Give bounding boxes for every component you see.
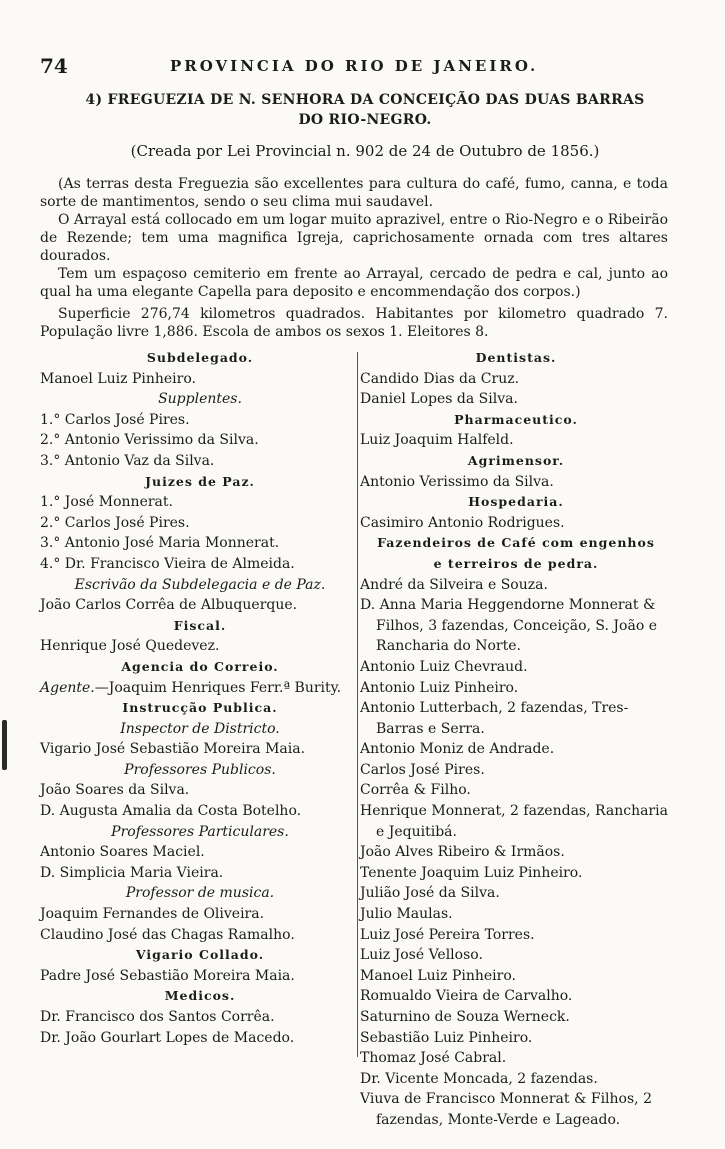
list-item: Dr. Francisco dos Santos Corrêa. (40, 1009, 275, 1025)
inspector-heading: Inspector de Districto. (120, 720, 280, 737)
vigario-heading: Vigario Collado. (135, 947, 265, 963)
list-item: D. Anna Maria Heggendorne Monnerat & Filhos, 3 fazendas, Conceição, S. João e Rancharia do Norte. (360, 597, 657, 655)
list-item: Manoel Luiz Pinheiro. (360, 967, 516, 984)
list-item: D. Simplicia Maria Vieira. (40, 864, 224, 881)
list-item: Sebastião Luiz Pinheiro. (360, 1029, 533, 1046)
list-item: Saturnino de Souza Werneck. (360, 1009, 570, 1025)
list-item: D. Augusta Amalia da Costa Botelho. (40, 803, 302, 820)
description (40, 175, 668, 301)
list-item: Julio Maulas. (360, 906, 453, 923)
list-item: Daniel Lopes da Silva. (360, 391, 518, 408)
list-item: 2.° Antonio Verissimo da Silva. (40, 432, 259, 449)
list-item: 3.° Antonio José Maria Monnerat. (40, 535, 280, 552)
statistics-paragraph: Superficie 276,74 kilometros quadrados. Habitantes por kilometro quadrado 7. População livre 1,886. Escola de ambos os sexos 1. Eleitores 8. (40, 306, 668, 340)
dentistas-heading: Dentistas. (475, 350, 557, 365)
vigario-name: Padre José Sebastião Moreira Maia. (40, 967, 295, 984)
list-item: João Soares da Silva. (40, 782, 190, 799)
right-column (360, 348, 672, 1131)
list-item: Claudino José das Chagas Ramalho. (40, 926, 295, 943)
fazendeiros-heading-2: e terreiros de pedra. (433, 555, 599, 571)
list-item: Corrêa & Filho. (360, 782, 471, 799)
list-item: Romualdo Vieira de Carvalho. (360, 988, 573, 1005)
list-item: Viuva de Francisco Monnerat & Filhos, 2 fazendas, Monte-Verde e Lageado. (360, 1091, 652, 1128)
juizes-heading: Juizes de Paz. (145, 473, 255, 489)
description-paragraph: Tem um espaçoso cemiterio em frente ao Arrayal, cercado de pedra e cal, junto ao qual ha uma elegante Capella para deposito e encommendação dos corpos.) (40, 266, 668, 300)
margin-ink-mark (2, 720, 7, 770)
correio-agent (40, 678, 360, 699)
list-item: 4.° Dr. Francisco Vieira de Almeida. (40, 555, 295, 572)
list-item: João Alves Ribeiro & Irmãos. (360, 844, 565, 861)
list-item: Tenente Joaquim Luiz Pinheiro. (360, 864, 583, 881)
description-paragraph: (As terras desta Freguezia são excellentes para cultura do café, fumo, canna, e toda sorte de mantimentos, sendo o seu clima mui saudavel. (40, 176, 668, 210)
statistics (40, 305, 668, 341)
list-item: Henrique Monnerat, 2 fazendas, Rancharia e Jequitibá. (360, 803, 668, 840)
correio-heading: Agencia do Correio. (121, 658, 279, 674)
list-item: Luiz José Velloso. (360, 947, 483, 964)
list-item: André da Silveira e Souza. (360, 576, 548, 593)
escrivao-heading: Escrivão da Subdelegacia e de Paz. (74, 576, 326, 593)
subdelegado-heading: Subdelegado. (146, 350, 254, 365)
hospedaria-name: Casimiro Antonio Rodrigues. (360, 514, 565, 531)
prof-particulares-heading: Professores Particulares. (111, 823, 289, 840)
fiscal-heading: Fiscal. (173, 617, 227, 633)
list-item: Antonio Moniz de Andrade. (360, 741, 555, 758)
list-item: Candido Dias da Cruz. (360, 370, 520, 387)
pharmaceutico-heading: Pharmaceutico. (454, 411, 578, 427)
description-paragraph: O Arrayal está collocado em um logar muito aprazivel, entre o Rio-Negro e o Ribeirão de Rezende; tem uma magnifica Igreja, caprichosamente ornada com tres altares dourados. (40, 212, 668, 264)
list-item: Antonio Luiz Chevraud. (360, 658, 528, 675)
list-item: 1.° José Monnerat. (40, 494, 173, 511)
agrimensor-name: Antonio Verissimo da Silva. (360, 473, 554, 490)
list-item: Dr. João Gourlart Lopes de Macedo. (40, 1029, 295, 1046)
medicos-heading: Medicos. (164, 988, 236, 1004)
escrivao-name: João Carlos Corrêa de Albuquerque. (40, 597, 298, 614)
prof-publicos-heading: Professores Publicos. (124, 761, 276, 778)
list-item: Thomaz José Cabral. (360, 1050, 507, 1067)
page-number: 74 (40, 54, 68, 78)
fazendeiros-heading-1: Fazendeiros de Café com engenhos (377, 535, 655, 551)
list-item: Carlos José Pires. (360, 761, 485, 778)
list-item: Julião José da Silva. (360, 885, 500, 902)
correio-agent-name: —Joaquim Henriques Ferr.ª Burity. (94, 679, 342, 696)
list-item: Antonio Soares Maciel. (40, 844, 205, 861)
list-item: Dr. Vicente Moncada, 2 fazendas. (360, 1070, 598, 1087)
list-item: 2.° Carlos José Pires. (40, 514, 190, 531)
section-title-line-2: DO RIO-NEGRO. (298, 112, 432, 128)
list-item: Antonio Lutterbach, 2 fazendas, Tres-Barras e Serra. (360, 700, 629, 737)
creation-note: (Creada por Lei Provincial n. 902 de 24 de Outubro de 1856.) (130, 142, 600, 160)
prof-musica-heading: Professor de musica. (125, 885, 275, 902)
correio-agent-label: Agente. (40, 679, 95, 696)
running-title: PROVINCIA DO RIO DE JANEIRO. (170, 57, 539, 75)
subdelegado-name: Manoel Luiz Pinheiro. (40, 370, 196, 387)
agrimensor-heading: Agrimensor. (467, 452, 565, 468)
list-item: 3.° Antonio Vaz da Silva. (40, 452, 215, 469)
list-item: 1.° Carlos José Pires. (40, 411, 190, 428)
supplentes-heading: Supplentes. (158, 391, 242, 408)
list-item: Antonio Luiz Pinheiro. (360, 679, 519, 696)
left-column (40, 348, 360, 1048)
page-header (40, 54, 680, 78)
list-item: Luiz José Pereira Torres. (360, 926, 535, 943)
hospedaria-heading: Hospedaria. (468, 494, 564, 510)
instrucao-heading: Instrucção Publica. (122, 700, 278, 716)
fiscal-name: Henrique José Quedevez. (40, 638, 220, 655)
inspector-name: Vigario José Sebastião Moreira Maia. (40, 741, 306, 758)
list-item: Joaquim Fernandes de Oliveira. (40, 906, 265, 923)
section-title (40, 90, 690, 130)
section-title-line-1: 4) FREGUEZIA DE N. SENHORA DA CONCEIÇÃO DAS DUAS BARRAS (85, 92, 645, 108)
pharmaceutico-name: Luiz Joaquim Halfeld. (360, 432, 514, 449)
